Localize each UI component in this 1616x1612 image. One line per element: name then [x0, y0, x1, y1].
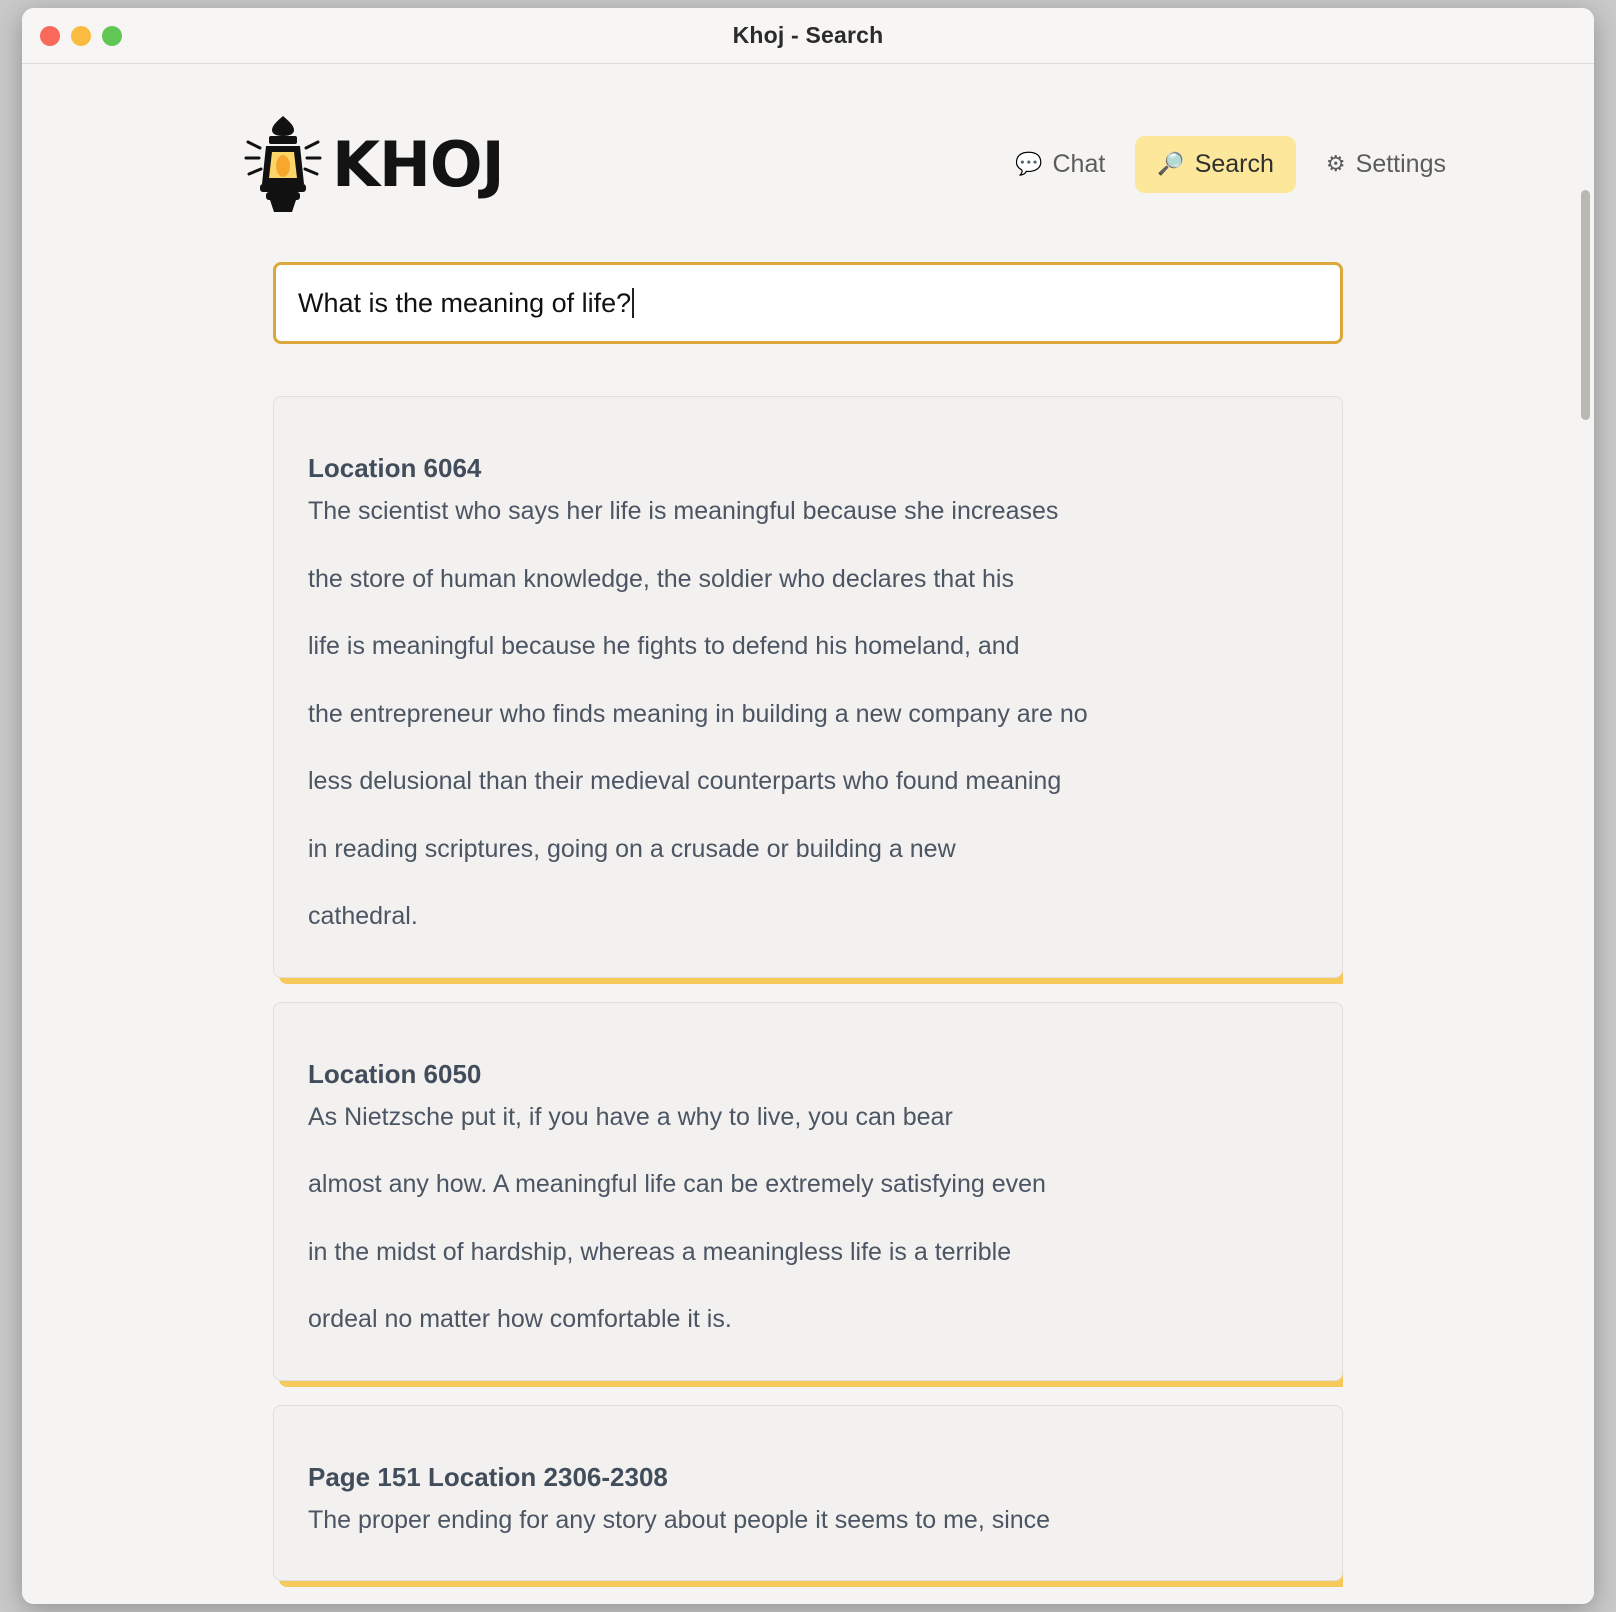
result-line: in the midst of hardship, whereas a meaningless life is a terrible: [308, 1237, 1012, 1266]
result-title: Page 151 Location 2306-2308: [308, 1461, 668, 1492]
nav-item-settings-label: Settings: [1355, 149, 1446, 178]
close-window-button[interactable]: [40, 26, 60, 46]
result-card[interactable]: [273, 396, 1343, 978]
search-results-list[interactable]: [273, 396, 1343, 1596]
nav-item-settings[interactable]: [1304, 136, 1468, 193]
header: [70, 104, 1546, 224]
scrollbar-thumb[interactable]: [1581, 190, 1590, 420]
app-window: [22, 8, 1594, 1604]
result-line: almost any how. A meaningful life can be extremely satisfying even: [308, 1170, 1046, 1198]
result-title: Location 6050: [308, 1058, 482, 1089]
brand-name: KHOJ: [332, 127, 504, 201]
result-card[interactable]: [273, 1002, 1343, 1381]
result-line: less delusional than their medieval counterparts who found meaning: [308, 767, 1062, 795]
page-body: [22, 64, 1594, 1604]
main-nav: [993, 136, 1468, 193]
window-controls: [40, 26, 122, 46]
result-line: As Nietzsche put it, if you have a why to live, you can bear: [308, 1102, 953, 1131]
nav-item-chat[interactable]: [993, 136, 1127, 193]
result-line: cathedral.: [308, 902, 418, 930]
result-line: life is meaningful because he fights to defend his homeland, and: [308, 632, 1020, 660]
result-line: The scientist who says her life is meaningful because she increases: [308, 497, 1059, 525]
text-caret: [632, 288, 634, 318]
nav-item-search-label: Search: [1194, 149, 1274, 178]
maximize-window-button[interactable]: [102, 26, 122, 46]
window-title: Khoj - Search: [732, 22, 884, 48]
vertical-scrollbar[interactable]: [1583, 120, 1592, 1602]
speech-bubble-icon: 💬: [1015, 151, 1043, 176]
magnifier-icon: 🔎: [1157, 151, 1185, 176]
app-content: [22, 64, 1594, 1604]
result-line: the entrepreneur who finds meaning in building a new company are no: [308, 699, 1088, 728]
nav-item-search[interactable]: [1135, 136, 1296, 193]
result-card[interactable]: [273, 1405, 1343, 1582]
result-line: ordeal no matter how comfortable it is.: [308, 1305, 732, 1333]
window-bottom-edge: [22, 1598, 1594, 1604]
search-row: [70, 224, 1546, 344]
minimize-window-button[interactable]: [71, 26, 91, 46]
gear-icon: ⚙: [1325, 151, 1346, 176]
brand[interactable]: [240, 112, 504, 216]
nav-item-chat-label: Chat: [1052, 149, 1106, 178]
result-line: in reading scriptures, going on a crusade or building a new: [308, 834, 956, 863]
result-title: Location 6064: [308, 453, 482, 483]
search-input-value: What is the meaning of life?: [298, 287, 632, 318]
lantern-icon: [240, 112, 326, 216]
title-bar: [22, 8, 1594, 64]
search-input[interactable]: [273, 262, 1343, 344]
result-line: the store of human knowledge, the soldier who declares that his: [308, 564, 1014, 593]
result-line: The proper ending for any story about people it seems to me, since: [308, 1505, 1051, 1534]
